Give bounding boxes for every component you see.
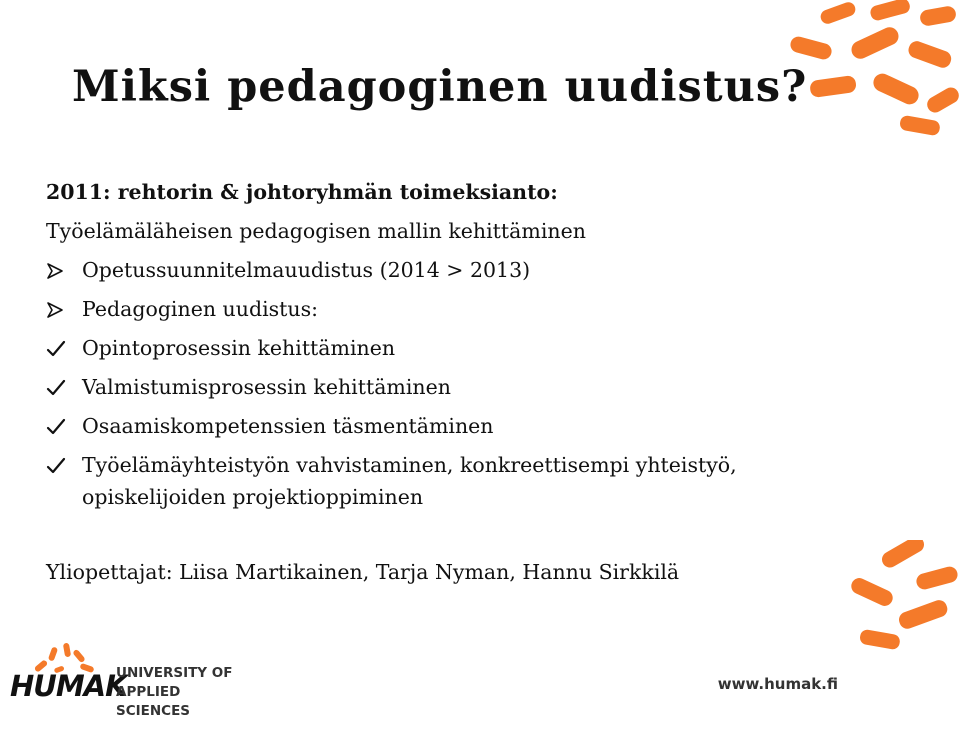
slide-subtitle: 2011: rehtorin & johtoryhmän toimeksianto: [46, 180, 558, 204]
check-list-item [46, 407, 866, 446]
arrow-list-item-text: Opetussuunnitelmauudistus (2014 > 2013) [82, 258, 531, 282]
checkmark-bullet-icon [46, 368, 82, 407]
slide-content [46, 173, 866, 592]
logo-tagline-line2: APPLIED SCIENCES [116, 684, 191, 719]
spacer [46, 513, 866, 553]
humak-logo [6, 643, 256, 723]
arrow-list-item-text: Pedagoginen uudistus: [82, 297, 319, 321]
check-list-item-text: Opintoprosessin kehittäminen [82, 336, 396, 360]
check-list-item [46, 446, 866, 513]
teachers-line: Yliopettajat: Liisa Martikainen, Tarja Nyman, Hannu Sirkkilä [46, 560, 680, 584]
check-list-item [46, 368, 866, 407]
website-link[interactable]: www.humak.fi [717, 675, 838, 693]
logo-tagline [116, 664, 256, 721]
logo-wordmark: HUMAK [10, 669, 127, 703]
check-list-item [46, 329, 866, 368]
arrow-list-item [46, 251, 866, 290]
check-list-item-text: Työelämäyhteistyön vahvistaminen, konkreettisempi yhteistyö, opiskelijoiden projektioppiminen [82, 453, 737, 509]
check-list-item-text: Osaamiskompetenssien täsmentäminen [82, 414, 494, 438]
logo-tagline-line1: UNIVERSITY OF [116, 665, 233, 681]
arrowhead-bullet-icon [46, 290, 82, 329]
arrow-list-item [46, 290, 866, 329]
arrowhead-bullet-icon [46, 251, 82, 290]
checkmark-bullet-icon [46, 446, 82, 485]
checkmark-bullet-icon [46, 329, 82, 368]
check-list-item-text: Valmistumisprosessin kehittäminen [82, 375, 451, 399]
intro-text: Työelämäläheisen pedagogisen mallin kehittäminen [46, 219, 586, 243]
checkmark-bullet-icon [46, 407, 82, 446]
slide-title: Miksi pedagoginen uudistus? [72, 62, 808, 112]
